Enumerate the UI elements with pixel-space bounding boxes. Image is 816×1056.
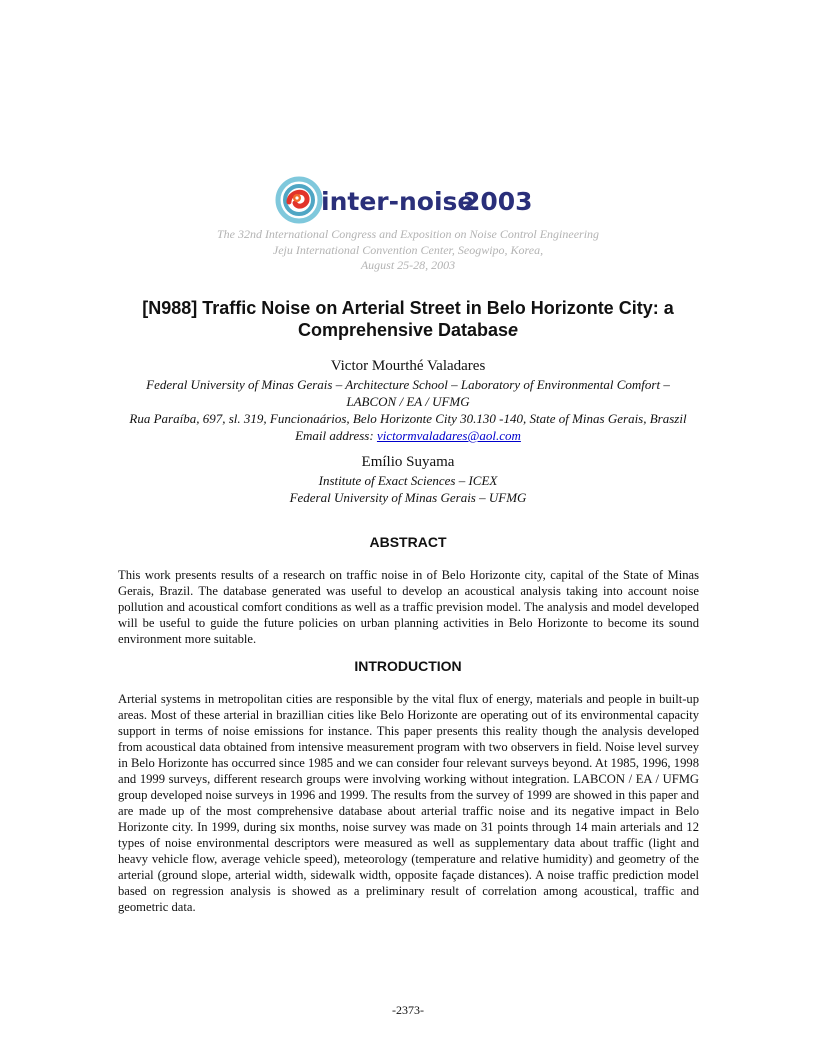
author-block-2	[40, 452, 776, 506]
logo-year: 2003	[463, 187, 533, 216]
paper-title	[60, 297, 756, 341]
author-block-1	[40, 356, 776, 444]
author-affiliation: LABCON / EA / UFMG	[346, 394, 470, 409]
conference-info	[0, 227, 816, 274]
conference-line-2: Jeju International Convention Center, Seogwipo, Korea,	[272, 242, 544, 257]
abstract-heading: ABSTRACT	[369, 534, 447, 550]
email-label: Email address:	[295, 428, 377, 443]
conference-line-1: The 32nd International Congress and Exposition on Noise Control Engineering	[216, 227, 600, 241]
title-line-1: [N988] Traffic Noise on Arterial Street in Belo Horizonte City: a	[142, 298, 674, 318]
title-line-2-last: e	[508, 320, 519, 340]
inter-noise-logo-graphic	[275, 176, 545, 224]
conference-line-3: August 25-28, 2003	[360, 258, 456, 272]
introduction-text: Arterial systems in metropolitan cities are responsible by the vital flux of energy, materials and people in built-up areas. Most of these arterial in brazillian cities like Belo Horizonte are operating out of its environmental capacity support in terms of noise emissions for instance. This paper presents this reality though the analysis developed from acoustical data obtained from intensive measurement program with two observers in field. Noise level survey in Belo Horizonte has occurred since 1985 and we can consider four relevant surveys beyond. At 1985, 1996, 1998 and 1999 surveys, different research groups were involving working without integration. LABCON / EA / UFMG group developed noise surveys in 1996 and 1999. The results from the survey of 1999 are showed in this paper and are made up of the most comprehensive database about arterial traffic noise and its negative impact in Belo Horizonte city. In 1999, during six months, noise survey was made on 31 points through 14 main arterials and 12 types of noise environmental descriptors were measured as well as supplementary data about traffic (light and heavy vehicle flow, average vehicle speed), meteorology (temperature and relative humidity) and geometry of the arterial (ground slope, arterial width, sidewalk width, opposite façade distances). A noise traffic prediction model based on regression analysis is showed as a preliminary result of correlation among acoustical, traffic and geometric data.	[118, 692, 699, 914]
inter-noise-logo	[275, 176, 545, 224]
introduction-heading: INTRODUCTION	[354, 658, 462, 674]
logo-text: inter-noise	[321, 187, 475, 216]
email-link[interactable]: victormvaladares@aol.com	[376, 428, 521, 443]
author-name: Victor Mourthé Valadares	[330, 358, 486, 374]
author-affiliation: Federal University of Minas Gerais – Architecture School – Laboratory of Environmental Comfort –	[146, 377, 670, 392]
author-affiliation: Institute of Exact Sciences – ICEX	[318, 473, 498, 488]
author-email-line	[40, 427, 776, 444]
abstract-text: This work presents results of a research on traffic noise in of Belo Horizonte city, capital of the State of Minas Gerais, Brazil. The database generated was useful to develop an acoustical analysis taking into account noise pollution and acoustical comfort conditions as well as a traffic prevision model. The analysis and model developed will be useful to guide the future policies on urban planning activities in Belo Horizonte to become its sound environment more suitable.	[118, 568, 699, 646]
title-line-2-main: Comprehensive Databas	[297, 320, 509, 340]
author-name: Emílio Suyama	[361, 454, 455, 470]
author-address: Rua Paraíba, 697, sl. 319, Funcionaários, Belo Horizonte City 30.130 -140, State of Minas Gerais, Braszil	[129, 411, 687, 426]
page-number: -2373-	[392, 1003, 424, 1017]
logo-swirl-icon	[278, 179, 320, 221]
title-line-2	[60, 319, 756, 341]
author-affiliation: Federal University of Minas Gerais – UFMG	[289, 490, 527, 505]
